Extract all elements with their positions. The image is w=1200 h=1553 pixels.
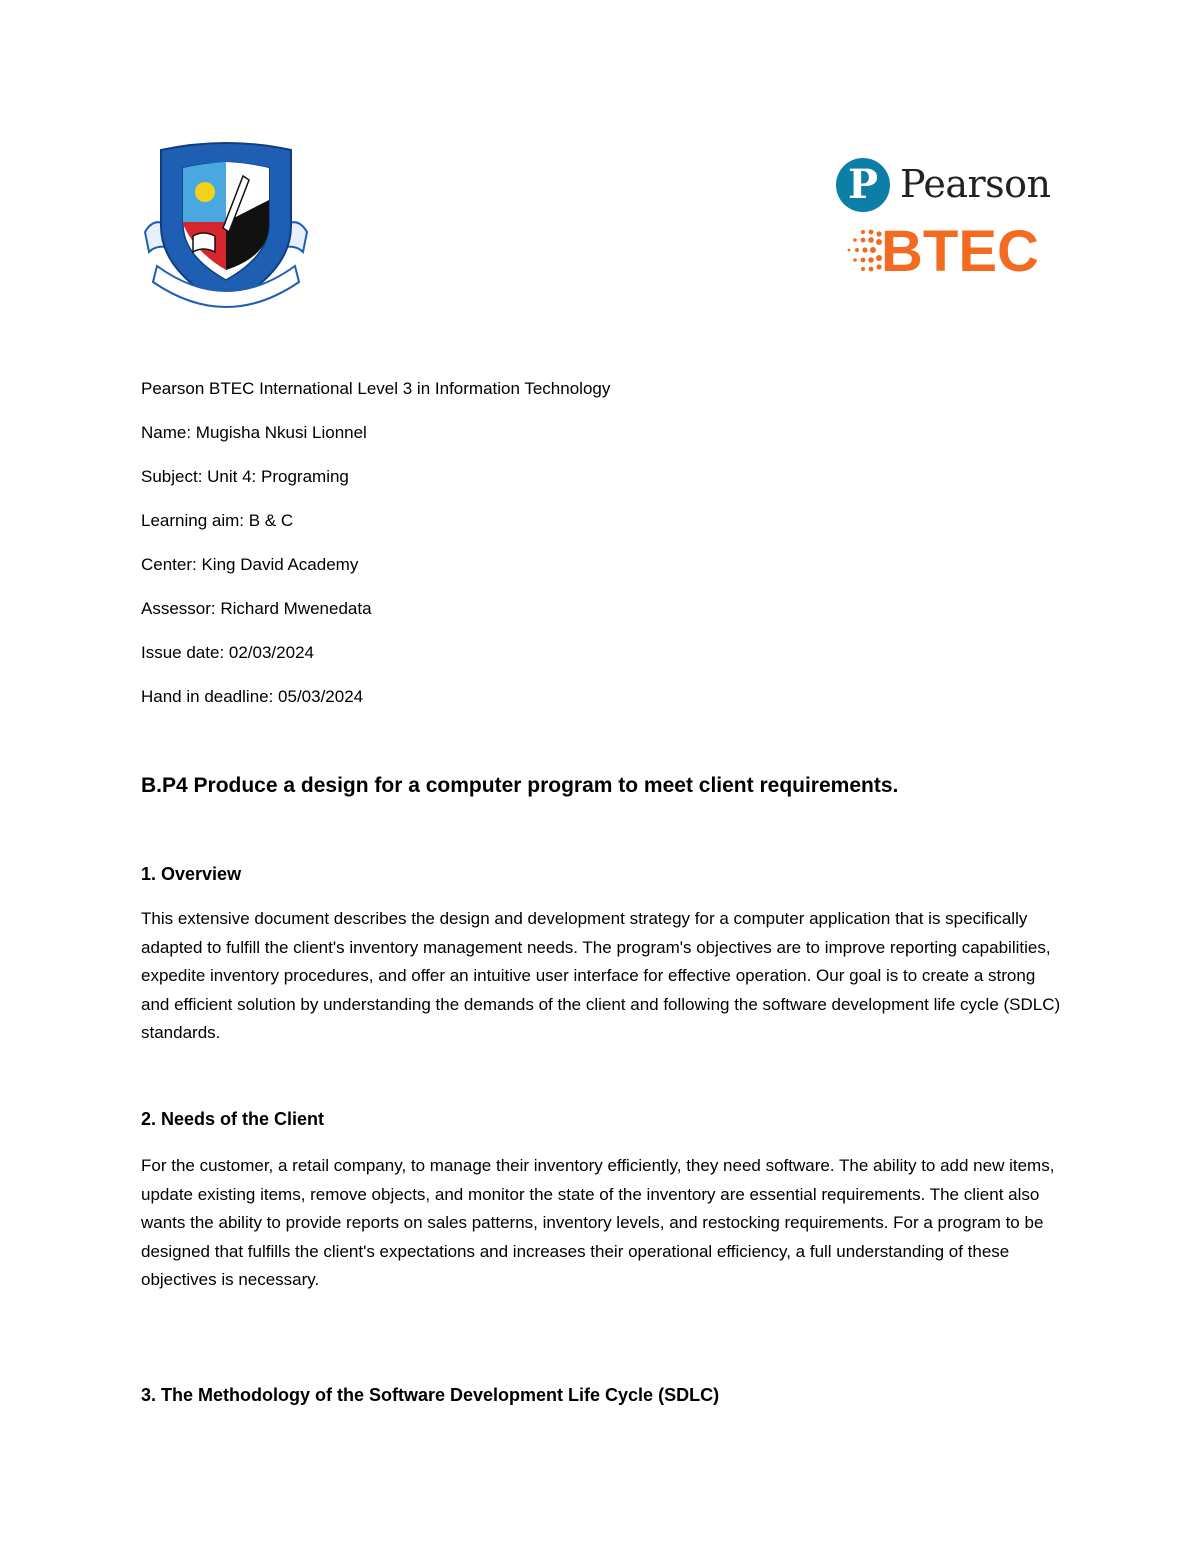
center-line: Center: King David Academy [141, 555, 359, 574]
btec-dots-icon [845, 226, 885, 276]
section-heading-sdlc: 3. The Methodology of the Software Development Life Cycle (SDLC) [141, 1385, 720, 1405]
btec-logo [845, 219, 1045, 284]
issue-date-line: Issue date: 02/03/2024 [141, 643, 314, 662]
subject-line: Subject: Unit 4: Programing [141, 467, 349, 486]
btec-wordmark: BTEC [881, 219, 1039, 284]
deadline-line: Hand in deadline: 05/03/2024 [141, 687, 364, 706]
king-david-academy-crest-logo [143, 140, 309, 310]
document-title: B.P4 Produce a design for a computer program to meet client requirements. [141, 774, 899, 797]
qualification-line: Pearson BTEC International Level 3 in Information Technology [141, 379, 611, 398]
section-heading-client-needs: 2. Needs of the Client [141, 1109, 325, 1129]
section-paragraph-client-needs: For the customer, a retail company, to manage their inventory efficiently, they need software. The ability to add new items, update existing items, remove objects, and monitor the state of the inventory are essential requirements. The client also wants the ability to provide reports on sales patterns, inventory levels, and restocking requirements. For a program to be designed that fulfills the client's expectations and increases their operational efficiency, a full understanding of these objectives is necessary. [141, 1156, 1055, 1290]
section-heading-overview: 1. Overview [141, 864, 242, 884]
pearson-p-mark: P [836, 158, 890, 212]
section-paragraph-overview: This extensive document describes the design and development strategy for a computer application that is specifically adapted to fulfill the client's inventory management needs. The program's objectives are to improve reporting capabilities, expedite inventory procedures, and offer an intuitive user interface for effective operation. Our goal is to create a strong and efficient solution by understanding the demands of the client and following the software development life cycle (SDLC) standards. [141, 909, 1061, 1043]
assessor-line: Assessor: Richard Mwenedata [141, 599, 372, 618]
pearson-wordmark: Pearson [900, 162, 1051, 206]
student-name-line: Name: Mugisha Nkusi Lionnel [141, 423, 367, 442]
learning-aim-line: Learning aim: B & C [141, 511, 294, 530]
pearson-logo [836, 158, 1051, 218]
